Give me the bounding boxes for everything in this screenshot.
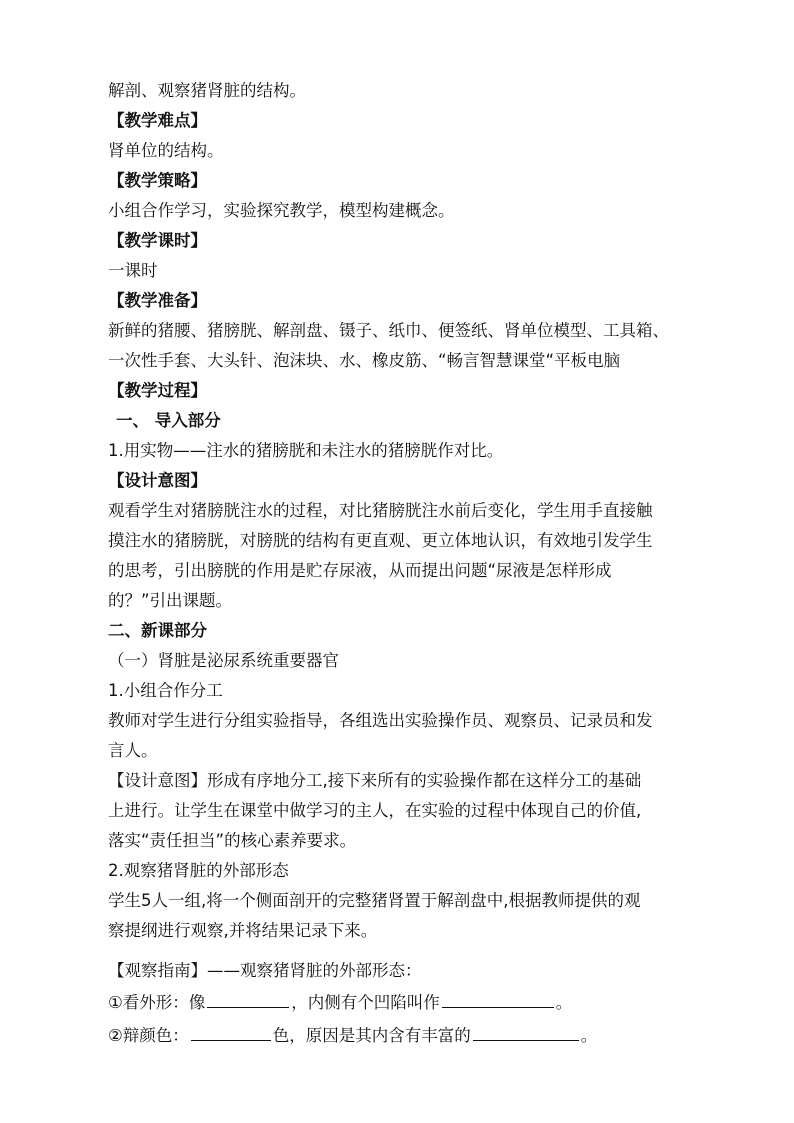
subsection-title: 一、 导入部分 [116,411,221,430]
document-page [108,76,728,1052]
section-heading-period: 【教学课时】 [108,231,207,250]
text-line: 1.小组合作分工 [108,681,223,700]
text-line: 落实“责任担当”的核心素养要求。 [108,831,357,850]
question-2-middle: 色，原因是其内含有丰富的 [272,1026,471,1045]
blank-depression-name [442,991,554,1008]
question-1-end: 。 [555,993,573,1012]
blank-shape [207,991,289,1008]
text-line: 的思考，引出膀胱的作用是贮存尿液，从而提出问题“尿液是怎样形成 [108,561,612,580]
text-line: 【设计意图】形成有序地分工,接下来所有的实验操作都在这样分工的基础 [108,771,642,790]
question-2-prefix: ②辩颜色： [108,1026,189,1045]
text-line: 新鲜的猪腰、猪膀胱、解剖盘、镊子、纸巾、便签纸、肾单位模型、工具箱、 [108,321,669,340]
text-line: 教师对学生进行分组实验指导，各组选出实验操作员、观察员、记录员和发 [108,711,653,730]
design-heading: 【设计意图】 [108,471,207,490]
subsection-subtitle: （一）肾脏是泌尿系统重要器官 [108,651,339,670]
question-2 [108,1019,728,1052]
text-line: 一次性手套、大头针、泡沫块、水、橡皮筋、“畅言智慧课堂“平板电脑 [108,351,621,370]
section-heading-difficult: 【教学难点】 [108,111,207,130]
subsection-title: 二、新课部分 [108,621,207,640]
question-1-prefix: ①看外形：像 [108,993,206,1012]
text-line: 2.观察猪肾脏的外部形态 [108,861,289,880]
section-heading-process: 【教学过程】 [108,381,207,400]
text-line: 肾单位的结构。 [108,141,224,160]
text-line: 一课时 [108,261,158,280]
text-line: 解剖、观察猪肾脏的结构。 [108,81,306,100]
text-line: 摸注水的猪膀胱，对膀胱的结构有更直观、更立体地认识，有效地引发学生 [108,531,653,550]
question-2-end: 。 [580,1026,598,1045]
section-heading-strategy: 【教学策略】 [108,171,207,190]
text-line: 的？”引出课题。 [108,591,233,610]
guide-title: 【观察指南】——观察猪肾脏的外部形态： [108,961,422,980]
text-line: 察提纲进行观察,并将结果记录下来。 [108,921,378,940]
blank-reason [473,1024,579,1041]
question-1-middle: ，内侧有个凹陷叫作 [291,993,440,1012]
question-1 [108,986,728,1019]
section-heading-prep: 【教学准备】 [108,291,207,310]
text-line: 上进行。让学生在课堂中做学习的主人，在实验的过程中体现自己的价值, [108,801,642,820]
text-line: 学生5人一组,将一个侧面剖开的完整猪肾置于解剖盘中,根据教师提供的观 [108,891,641,910]
blank-color [191,1024,271,1041]
text-line: 言人。 [108,741,158,760]
text-line: 小组合作学习，实验探究教学，模型构建概念。 [108,201,455,220]
text-line: 1.用实物——注水的猪膀胱和未注水的猪膀胱作对比。 [108,441,504,460]
text-line: 观看学生对猪膀胱注水的过程，对比猪膀胱注水前后变化，学生用手直接触 [108,501,653,520]
